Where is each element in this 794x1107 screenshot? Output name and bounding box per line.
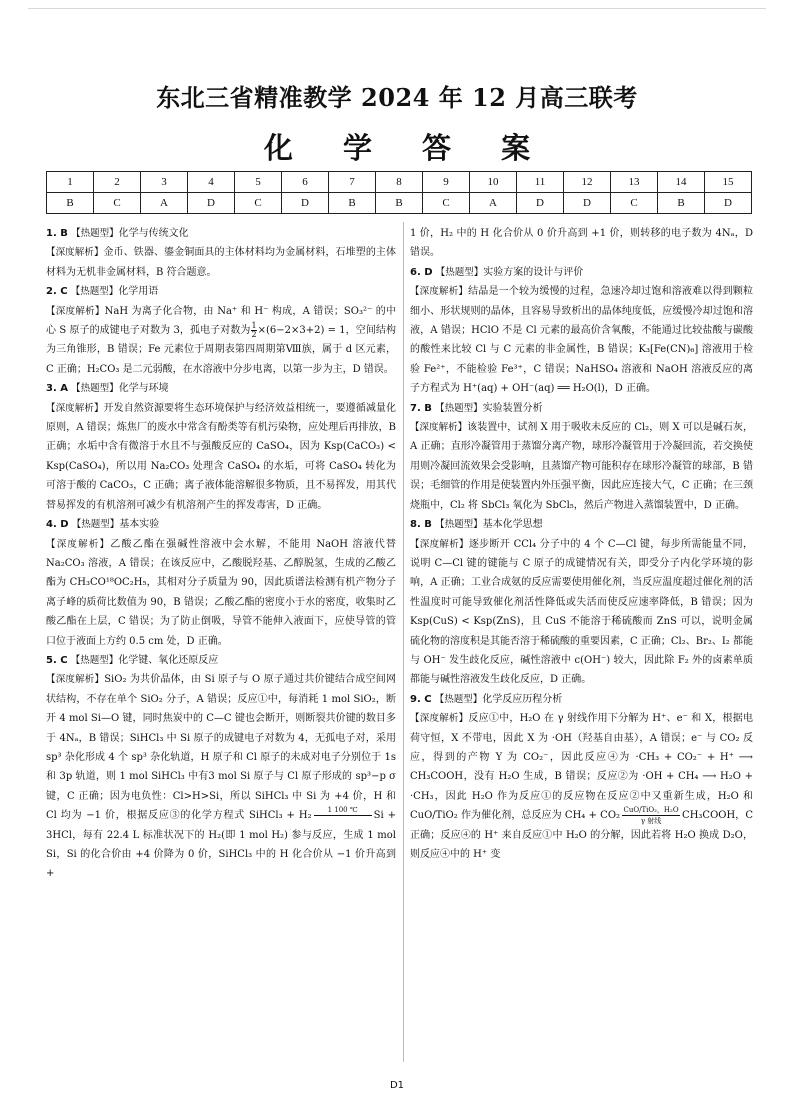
table-cell: B <box>329 193 376 214</box>
table-cell: 14 <box>658 172 705 193</box>
question-5 <box>46 651 396 884</box>
question-number: 5. C <box>46 654 68 666</box>
table-cell: D <box>517 193 564 214</box>
analysis-text: 乙酸乙酯在强碱性溶液中会水解，不能用 NaOH 溶液代替 Na₂CO₃ 溶液，A 错误；在该反应中，乙酸脱羟基、乙醇脱氢，生成的乙酸乙酯为 CH₃CO¹⁸OC₂H₅，其相对分子质量为 90，因此质谱法检测有机产物分子离子峰的质荷比数值为 90，B 错误；乙酸乙酯的密度小于水的密度，收集时乙酸乙酯在上层，C 错误；为了防止倒吸，导管不能伸入液面下，应使导管的管口位于液面上方约 0.5 cm 处，D 正确。 <box>46 538 396 647</box>
reaction-condition-bottom: γ 射线 <box>640 817 662 826</box>
table-cell: 10 <box>470 172 517 193</box>
question-topic: 化学与传统文化 <box>118 228 189 239</box>
reaction-condition-top: 1 100 ℃ <box>327 806 358 815</box>
exam-title: 东北三省精准教学 2024 年 12 月高三联考 <box>156 83 638 112</box>
analysis-tag: 【深度解析】 <box>410 422 468 434</box>
page-number: D1 <box>389 1080 405 1091</box>
analysis-text: 开发自然资源要将生态环境保护与经济效益相统一，要遵循减量化原则，A 错误；炼焦厂的废水中常含有酚类等有机污染物，应处理后再排放，B 正确；水垢中含有微溶于水且不与强酸反应的 CaSO₄，因为 Ksp(CaCO₃) < Ksp(CaSO₄)，所以用 Na₂CO₃ 处理含 CaSO₄ 的水垢，可将 CaSO₄ 转化为可溶于酸的 CaCO₃，C 正确；离子液体能溶解很多物质，且不易挥发，用其代替易挥发的有机溶剂可减少有机溶剂产生的挥发毒害，D 正确。 <box>46 402 396 511</box>
question-topic: 化学键、氧化还原反应 <box>118 654 219 666</box>
hot-type-tag: 【热题型】 <box>435 266 484 278</box>
question-number: 6. D <box>410 266 433 278</box>
fraction-numerator: 1 <box>251 321 257 331</box>
question-topic: 基本化学思想 <box>482 519 543 531</box>
question-4 <box>46 515 396 651</box>
analysis-text: 逐步断开 CCl₄ 分子中的 4 个 C—Cl 键，每步所需能量不同，说明 C—Cl 键的键能与 C 原子的成键情况有关，即受分子内化学环境的影响，A 正确；工业合成氨的反应需要使用催化剂，当反应温度超过催化剂的活性温度时可能导致催化剂活性降低或失活而使反应速率降低，B 错误；因为 Ksp(CuS) < Ksp(ZnS)，且 CuS 不能溶于稀硫酸而 ZnS 可以，说明金属硫化物的溶度积是其能否溶于稀硫酸的重要因素，C 正确；Cl₂、Br₂、I₂ 都能与 OH⁻ 发生歧化反应，碱性溶液中 c(OH⁻) 较大，因此除 F₂ 外的卤素单质都能与碱性溶液发生歧化反应，D 正确。 <box>410 538 753 686</box>
answer-table-answer-row <box>47 193 752 214</box>
question-number: 3. A <box>46 383 68 395</box>
table-cell: 8 <box>376 172 423 193</box>
question-number: 8. B <box>410 519 432 531</box>
reaction-condition <box>314 806 372 825</box>
analysis-text: 该装置中，试剂 X 用于吸收未反应的 Cl₂，则 X 可以是碱石灰，A 正确；直形冷凝管用于蒸馏分离产物，球形冷凝管用于冷凝回流，若交换使用则冷凝回流效果会受影响，且蒸馏产物可能积存在球形冷凝管的球部，B 错误；毛细管的作用是使装置内外压强平衡，因此应连接大气，C 正确；在三颈烧瓶中，Cl₂ 将 SbCl₃ 氧化为 SbCl₅，然后产物进入蒸馏装置中，D 正确。 <box>410 422 753 511</box>
question-number: 4. D <box>46 519 69 531</box>
table-cell: C <box>423 193 470 214</box>
table-cell: D <box>564 193 611 214</box>
analysis-tag: 【深度解析】 <box>46 305 105 317</box>
hot-type-tag: 【热题型】 <box>70 286 119 298</box>
left-column <box>46 224 396 884</box>
analysis-tag: 【深度解析】 <box>46 402 104 414</box>
analysis-text: NaH 为离子化合物，由 Na⁺ 和 H⁻ 构成，A 错误；SO₃²⁻ 的中心 S 原子的成键电子对数为 3，孤电子对数为 <box>46 305 396 337</box>
table-cell: D <box>705 193 752 214</box>
fraction-denominator: 2 <box>251 330 257 340</box>
table-cell: D <box>282 193 329 214</box>
table-cell: C <box>235 193 282 214</box>
analysis-tag: 【深度解析】 <box>46 538 111 550</box>
question-6 <box>410 263 753 399</box>
question-1 <box>46 224 396 282</box>
analysis-text: 反应①中，H₂O 在 γ 射线作用下分解为 H⁺、e⁻ 和 X，根据电荷守恒，X 不带电，因此 X 为 ·OH（羟基自由基），A 错误；e⁻ 与 CO₂ 反应，得到的产物 Y 为 CO₂⁻，因此反应④为 ·CH₃ + CO₂⁻ + H⁺ ⟶ CH₃COOH，没有 H₂O 生成，B 错误；反应②为 ·OH + CH₄ ⟶ H₂O + ·CH₃，因此 H₂O 作为反应①的反应物在反应②中又重新生成，H₂O 和 CuO/TiO₂ 作为催化剂，总反应为 CH₄ + CO₂ <box>410 713 753 822</box>
table-cell: 7 <box>329 172 376 193</box>
table-cell: 2 <box>94 172 141 193</box>
table-cell: 9 <box>423 172 470 193</box>
table-cell: A <box>470 193 517 214</box>
table-cell: 6 <box>282 172 329 193</box>
hot-type-tag: 【热题型】 <box>71 519 120 531</box>
analysis-text: 1 价，H₂ 中的 H 化合价从 0 价升高到 +1 价，则转移的电子数为 4Nₐ，D 错误。 <box>410 228 753 259</box>
table-cell: 15 <box>705 172 752 193</box>
question-topic: 化学用语 <box>118 286 159 298</box>
analysis-text: 金币、铁器、鎏金铜面具的主体材料均为金属材料，石堆塑的主体材料为无机非金属材料，B 符合题意。 <box>46 247 396 278</box>
analysis-text: ×(6−2×3+2) = 1，空间结构为三角锥形，B 错误；Fe 元素位于周期表第四周期第Ⅷ族，属于 d 区元素，C 正确；H₂CO₃ 是二元弱酸，在水溶液中分步电离，以第一步为主，D 错误。 <box>46 325 396 375</box>
question-topic: 基本实验 <box>119 519 160 531</box>
reaction-condition-top: CuO/TiO₂，H₂O <box>623 806 679 815</box>
reaction-arrow <box>314 815 372 816</box>
table-cell: 3 <box>141 172 188 193</box>
analysis-text: 结晶是一个较为缓慢的过程，急速冷却过饱和溶液难以得到颗粒细小、形状规则的晶体，且容易导致析出的晶体纯度低，应缓慢冷却过饱和溶液，A 错误；HClO 不是 Cl 元素的最高价含氧酸，不能通过比较盐酸与碳酸的酸性来比较 Cl 与 C 元素的非金属性，B 错误；K₃[Fe(CN)₆] 溶液用于检验 Fe²⁺，不能检验 Fe³⁺，C 错误；NaHSO₄ 溶液和 NaOH 溶液反应的离子方程式为 H⁺(aq) + OH⁻(aq) ══ H₂O(l)，D 正确。 <box>410 286 753 395</box>
table-cell: 5 <box>235 172 282 193</box>
question-number: 2. C <box>46 286 68 298</box>
question-7 <box>410 399 753 515</box>
question-2 <box>46 282 396 379</box>
question-topic: 实验装置分析 <box>482 402 543 414</box>
top-rule <box>28 8 766 9</box>
question-8 <box>410 515 753 690</box>
table-cell: 4 <box>188 172 235 193</box>
table-cell: 1 <box>47 172 94 193</box>
analysis-tag: 【深度解析】 <box>410 713 469 725</box>
question-topic: 化学与环境 <box>118 383 169 395</box>
question-number: 1. B <box>46 228 68 239</box>
table-cell: 12 <box>564 172 611 193</box>
question-topic: 化学反应历程分析 <box>482 693 563 705</box>
hot-type-tag: 【热题型】 <box>71 383 119 395</box>
question-5-continued <box>410 224 753 263</box>
analysis-tag: 【深度解析】 <box>410 538 469 550</box>
table-cell: B <box>376 193 423 214</box>
table-cell: B <box>47 193 94 214</box>
analysis-tag: 【深度解析】 <box>410 286 469 298</box>
question-number: 7. B <box>410 402 432 414</box>
hot-type-tag: 【热题型】 <box>70 654 119 666</box>
table-cell: 11 <box>517 172 564 193</box>
table-cell: B <box>658 193 705 214</box>
column-divider <box>403 222 404 1062</box>
reaction-condition <box>622 806 680 825</box>
answer-table-number-row <box>47 172 752 193</box>
question-9 <box>410 690 753 865</box>
hot-type-tag: 【热题型】 <box>435 402 483 414</box>
hot-type-tag: 【热题型】 <box>434 693 483 705</box>
question-number: 9. C <box>410 693 432 705</box>
analysis-text: CH₃COOH，C 正确；反应④的 H⁺ 来自反应①中 H₂O 的分解，因此若将 H₂O 换成 D₂O，则反应④中的 H⁺ 变 <box>410 810 753 860</box>
table-cell: A <box>141 193 188 214</box>
hot-type-tag: 【热题型】 <box>435 519 483 531</box>
analysis-tag: 【深度解析】 <box>46 674 105 686</box>
answer-table <box>46 171 752 214</box>
subject-title: 化 学 答 案 <box>263 131 551 165</box>
question-topic: 实验方案的设计与评价 <box>483 266 584 278</box>
table-cell: D <box>188 193 235 214</box>
fraction <box>251 322 256 339</box>
analysis-text: Si + 3HCl，每有 22.4 L 标准状况下的 H₂(即 1 mol H₂) 参与反应，生成 1 mol Si，Si 的化合价由 +4 价降为 0 价，SiHCl₃ 中的 H 化合价从 −1 价升高到 + <box>46 810 397 880</box>
analysis-tag: 【深度解析】 <box>46 247 104 259</box>
question-3 <box>46 379 396 515</box>
table-cell: C <box>94 193 141 214</box>
hot-type-tag: 【热题型】 <box>71 228 119 239</box>
table-cell: C <box>611 193 658 214</box>
analysis-text: SiO₂ 为共价晶体，由 Si 原子与 O 原子通过共价键结合成空间网状结构，不存在单个 SiO₂ 分子，A 错误；反应①中，每消耗 1 mol SiO₂，断开 4 mol Si—O 键，同时焦炭中的 C—C 键也会断开，则断裂共价键的数目多于 4Nₐ，B 错误；SiHCl₃ 中 Si 原子的成键电子对数为 4，无孤电子对，采用 sp³ 杂化形成 4 个 sp³ 杂化轨道，H 原子和 Cl 原子的未成对电子分别位于 1s 和 3p 轨道，则 1 mol SiHCl₃ 中有3 mol Si 原子与 Cl 原子形成的 sp³−p σ 键，C 正确；因为电负性：Cl>H>Si，所以 SiHCl₃ 中 Si 为 +4 价，H 和 Cl 均为 −1 价，根据反应③的化学方程式 SiHCl₃ + H₂ <box>46 674 396 822</box>
table-cell: 13 <box>611 172 658 193</box>
right-column <box>410 224 753 864</box>
